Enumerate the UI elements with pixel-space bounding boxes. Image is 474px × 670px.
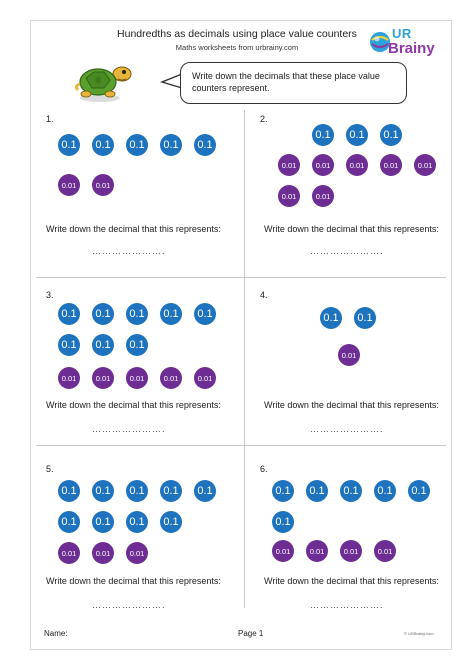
- tenth-counter: 0.1: [380, 124, 402, 146]
- page-number: Page 1: [238, 629, 264, 638]
- tenth-counter: 0.1: [408, 480, 430, 502]
- tenth-counter: 0.1: [354, 307, 376, 329]
- question-number: 5.: [46, 464, 54, 474]
- hundredth-counter: 0.01: [126, 542, 148, 564]
- tenth-counter: 0.1: [92, 134, 114, 156]
- question-prompt: Write down the decimal that this represents:: [264, 576, 439, 586]
- question-number: 6.: [260, 464, 268, 474]
- answer-line: ………………….: [92, 600, 166, 610]
- name-label: Name:: [44, 629, 68, 638]
- hundredth-counter: 0.01: [414, 154, 436, 176]
- tenth-counter: 0.1: [160, 480, 182, 502]
- hundredth-counter: 0.01: [340, 540, 362, 562]
- tenth-counter: 0.1: [92, 480, 114, 502]
- question-prompt: Write down the decimal that this represents:: [46, 400, 221, 410]
- tenth-counter: 0.1: [340, 480, 362, 502]
- tenth-counter: 0.1: [126, 134, 148, 156]
- hundredth-counter: 0.01: [312, 154, 334, 176]
- tenth-counter: 0.1: [194, 134, 216, 156]
- question-prompt: Write down the decimal that this represents:: [264, 224, 439, 234]
- hundredth-counter: 0.01: [160, 367, 182, 389]
- hundredth-counter: 0.01: [374, 540, 396, 562]
- hundredth-counter: 0.01: [272, 540, 294, 562]
- tenth-counter: 0.1: [374, 480, 396, 502]
- hundredth-counter: 0.01: [58, 174, 80, 196]
- tenth-counter: 0.1: [92, 511, 114, 533]
- tenth-counter: 0.1: [272, 511, 294, 533]
- answer-line: ………………….: [310, 600, 384, 610]
- tenth-counter: 0.1: [320, 307, 342, 329]
- tenth-counter: 0.1: [160, 303, 182, 325]
- worksheet-title: Hundredths as decimals using place value counters: [117, 28, 357, 40]
- question-prompt: Write down the decimal that this represents:: [46, 224, 221, 234]
- tenth-counter: 0.1: [160, 134, 182, 156]
- answer-line: ………………….: [310, 424, 384, 434]
- hundredth-counter: 0.01: [126, 367, 148, 389]
- question-prompt: Write down the decimal that this represents:: [46, 576, 221, 586]
- tenth-counter: 0.1: [346, 124, 368, 146]
- instruction-text: Write down the decimals that these place value counters represent.: [192, 71, 380, 93]
- turtle-mascot-icon: [72, 58, 134, 106]
- row-divider-1: [36, 277, 446, 278]
- urbrainy-logo: [368, 24, 440, 64]
- tenth-counter: 0.1: [160, 511, 182, 533]
- hundredth-counter: 0.01: [338, 344, 360, 366]
- question-number: 2.: [260, 114, 268, 124]
- tenth-counter: 0.1: [194, 303, 216, 325]
- hundredth-counter: 0.01: [92, 174, 114, 196]
- tenth-counter: 0.1: [92, 334, 114, 356]
- hundredth-counter: 0.01: [58, 367, 80, 389]
- answer-line: ………………….: [92, 424, 166, 434]
- question-number: 4.: [260, 290, 268, 300]
- logo-ur-text: UR: [392, 26, 412, 41]
- answer-line: ………………….: [310, 246, 384, 256]
- hundredth-counter: 0.01: [58, 542, 80, 564]
- question-number: 1.: [46, 114, 54, 124]
- tenth-counter: 0.1: [126, 480, 148, 502]
- tenth-counter: 0.1: [58, 134, 80, 156]
- tenth-counter: 0.1: [126, 303, 148, 325]
- row-divider-2: [36, 445, 446, 446]
- logo-brainy-text: Brainy: [388, 40, 435, 57]
- hundredth-counter: 0.01: [278, 185, 300, 207]
- hundredth-counter: 0.01: [92, 367, 114, 389]
- question-prompt: Write down the decimal that this represents:: [264, 400, 439, 410]
- hundredth-counter: 0.01: [194, 367, 216, 389]
- copyright-text: © URBrainy.com: [404, 631, 434, 636]
- hundredth-counter: 0.01: [380, 154, 402, 176]
- tenth-counter: 0.1: [58, 303, 80, 325]
- tenth-counter: 0.1: [306, 480, 328, 502]
- column-divider: [244, 110, 245, 608]
- instruction-bubble: [180, 62, 407, 104]
- tenth-counter: 0.1: [58, 334, 80, 356]
- hundredth-counter: 0.01: [306, 540, 328, 562]
- tenth-counter: 0.1: [92, 303, 114, 325]
- hundredth-counter: 0.01: [92, 542, 114, 564]
- hundredth-counter: 0.01: [346, 154, 368, 176]
- tenth-counter: 0.1: [194, 480, 216, 502]
- tenth-counter: 0.1: [312, 124, 334, 146]
- hundredth-counter: 0.01: [312, 185, 334, 207]
- tenth-counter: 0.1: [126, 334, 148, 356]
- tenth-counter: 0.1: [272, 480, 294, 502]
- hundredth-counter: 0.01: [278, 154, 300, 176]
- worksheet-subtitle: Maths worksheets from urbrainy.com: [175, 43, 299, 52]
- answer-line: ………………….: [92, 246, 166, 256]
- question-number: 3.: [46, 290, 54, 300]
- tenth-counter: 0.1: [58, 480, 80, 502]
- tenth-counter: 0.1: [126, 511, 148, 533]
- tenth-counter: 0.1: [58, 511, 80, 533]
